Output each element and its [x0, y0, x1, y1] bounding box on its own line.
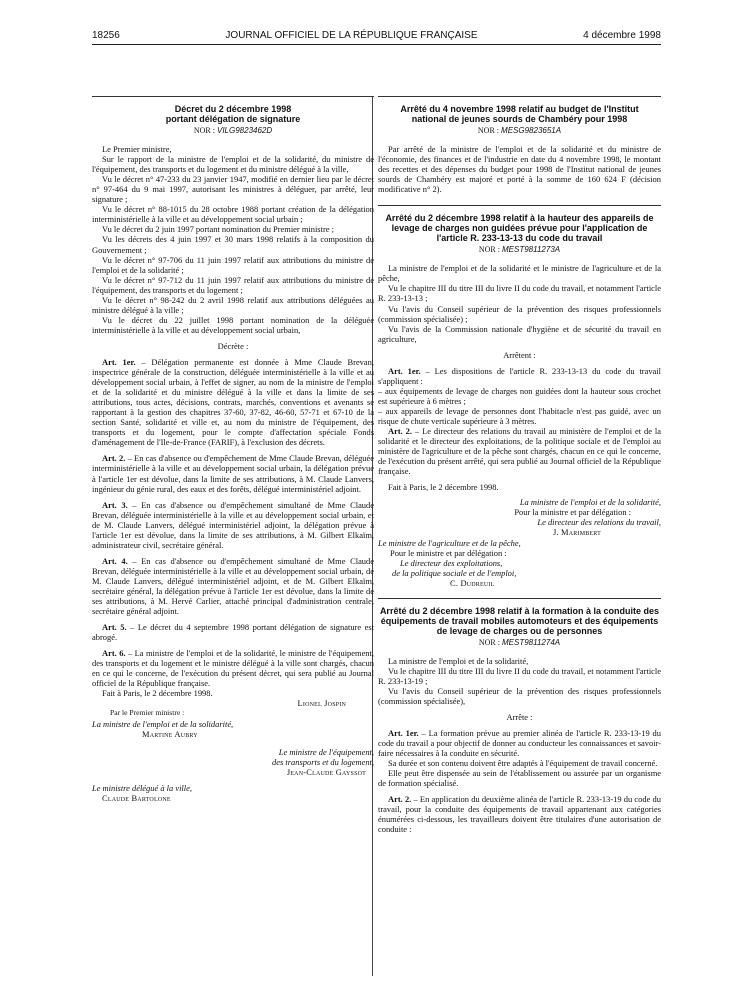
- article-2: Art. 2. – En application du deuxième alinéa de l'article R. 233-13-19 du code du travail, pour la conduite des équipements de travail appartenant aux catégories énumérées ci-dessous, les travailleurs doivent être titulaires d'une autorisation de conduite :: [378, 794, 661, 835]
- preamble-paragraph: Vu le décret n° 97-712 du 11 juin 1997 relatif aux attributions du ministre de l'équipement, des transports et du logement ;: [92, 274, 374, 295]
- article-5: Art. 5. – Le décret du 4 septembre 1998 portant délégation de signature est abrogé.: [92, 622, 374, 643]
- fait-line: Fait à Paris, le 2 décembre 1998.: [388, 482, 499, 493]
- header-rule: [92, 44, 661, 45]
- arrete-levage-title: Arrêté du 2 décembre 1998 relatif à la hauteur des appareils de levage de charges non guidées prévue pour l'application de l'article R. 233-13-13 du code du travail: [385, 213, 654, 244]
- preamble-paragraph: Vu les décrets des 4 juin 1997 et 30 mars 1998 relatifs à la composition du Gouvernement ;: [92, 234, 374, 255]
- preamble-paragraph: Vu le décret du 22 juillet 1998 portant nomination de la déléguée interministérielle à la ville et au développement social urbain,: [92, 314, 374, 335]
- signatory-name: Jean-Claude Gayssot: [286, 766, 366, 777]
- article-4: Art. 4. – En cas d'absence ou d'empêchement simultané de Mme Claude Brevan, déléguée interministérielle à la ville et au développement social urbain, de M. Claude Lanvers, délégué interministériel adjoint, et de M. Gilbert Elkaïm, secrétaire général, la délégation prévue à l'article 1er est dévolue, dans la limite de ses attributions, à M. Hervé Carlier, attaché principal d'administration centrale, secrétaire général adjoint.: [92, 555, 374, 617]
- arrete-formation-nor: NOR : MEST9811274A: [478, 637, 561, 647]
- signatory-role: La ministre de l'emploi et de la solidarité,: [519, 497, 661, 508]
- preamble-paragraph: Vu le décret n° 88-1015 du 28 octobre 1988 portant création de la délégation interministérielle à la ville et au développement social urbain ;: [92, 204, 374, 225]
- journal-title: JOURNAL OFFICIEL DE LA RÉPUBLIQUE FRANÇAISE: [225, 30, 478, 41]
- arrete-heading: Arrête :: [506, 712, 533, 723]
- arrete-budget-title: Arrêté du 4 novembre 1998 relatif au budget de l'Institut national de jeunes sourds de Chambéry pour 1998: [400, 104, 639, 124]
- signatory-name: C. Dudreuil: [450, 577, 495, 588]
- decree-title: Décret du 2 décembre 1998 portant délégation de signature: [165, 104, 301, 124]
- article-1: Art. 1er. – La formation prévue au premier alinéa de l'article R. 233-13-19 du code du travail a pour objectif de donner au conducteur les connaissances et savoir-faire nécessaires à la conduite en sécurité.: [378, 728, 661, 759]
- fait-line: Fait à Paris, le 2 décembre 1998.: [102, 688, 213, 699]
- arrete-budget-nor: NOR : MESG9823651A: [477, 126, 562, 135]
- preamble-paragraph: Vu le chapitre III du titre III du livre II du code du travail, et notamment l'article R. 233-13-13 ;: [378, 283, 661, 304]
- list-item: – aux appareils de levage de personnes dont l'habitacle n'est pas guidé, avec un risque de chute verticale supérieure à 3 mètres.: [378, 405, 661, 426]
- signatory-name: J. Marimbert: [552, 527, 601, 538]
- signatory-role: Le directeur des exploitations,: [400, 557, 503, 568]
- signatory-role: Le ministre de l'équipement,: [278, 746, 374, 757]
- decrete-heading: Décrète :: [217, 340, 249, 351]
- signatory-role: des transports et du logement,: [272, 756, 374, 767]
- arretent-heading: Arrêtent :: [503, 349, 536, 360]
- page-number: 18256: [92, 30, 120, 41]
- paragraph: Elle peut être dispensée au sein de l'établissement ou assurée par un organisme de formation spécialisé.: [378, 768, 661, 789]
- left-column: [92, 96, 374, 803]
- preamble-paragraph: Vu l'avis de la Commission nationale d'hygiène et de sécurité du travail en agriculture,: [378, 323, 661, 344]
- preamble-paragraph: Vu le décret n° 47-233 du 23 janvier 1947, modifié en dernier lieu par le décret n° 97-464 du 9 mai 1997, autorisant les ministres à déléguer, par arrêté, leur signature ;: [92, 174, 374, 205]
- preamble-paragraph: Le Premier ministre,: [102, 144, 172, 155]
- article-1: Art. 1er. – Délégation permanente est donnée à Mme Claude Brevan, inspectrice générale de la construction, déléguée interministérielle à la ville et au développement social urbain, à l'effet de signer, au nom de la ministre de l'emploi et de la solidarité et du ministre délégué à la ville et dans la limite de ses attributions, tous actes, décisions, contrats, marchés, conventions et avenants se rapportant à la gestion des chapitres 37-60, 37-82, 46-60, 57-71 et 67-10 de la section Santé, solidarité et ville et, au nom du ministre de l'équipement, des transports et du logement, pour le compte d'affectation spéciale Fonds d'aménagement de l'Ile-de-France (FARIF), à l'exclusion des décrets.: [92, 356, 374, 448]
- paragraph: Sa durée et son contenu doivent être adaptés à l'équipement de travail concerné.: [388, 758, 658, 769]
- article-6: Art. 6. – La ministre de l'emploi et de la solidarité, le ministre de l'équipement, des transports et du logement et le ministre délégué à la ville sont chargés, chacun en ce qui le concerne, de l'exécution du présent décret, qui sera publié au Journal officiel de la République française.: [92, 648, 374, 689]
- arrete-levage-nor: NOR : MEST9811273A: [478, 245, 561, 255]
- signatory-role: Le ministre de l'agriculture et de la pêche,: [378, 537, 521, 548]
- preamble-paragraph: Vu le décret du 2 juin 1997 portant nomination du Premier ministre ;: [102, 224, 334, 235]
- right-column: [378, 96, 661, 835]
- par-premier-ministre: Par le Premier ministre :: [110, 708, 185, 718]
- preamble-paragraph: Vu l'avis du Conseil supérieur de la prévention des risques professionnels (commission spécialisée) ;: [378, 303, 661, 324]
- signatory-role: La ministre de l'emploi et de la solidarité,: [92, 718, 234, 729]
- signatory-delegation: Pour la ministre et par délégation :: [514, 507, 631, 518]
- preamble-paragraph: Vu le chapitre III du titre III du livre II du code du travail, et notamment l'article R. 233-13-19 ;: [378, 665, 661, 686]
- decree-preamble: [92, 144, 374, 335]
- preamble-paragraph: Vu l'avis du Conseil supérieur de la prévention des risques professionnels (commission spécialisée),: [378, 685, 661, 706]
- arrete-budget-body: Par arrêté de la ministre de l'emploi et de la solidarité et du ministre de l'économie, des finances et de l'industrie en date du 4 novembre 1998, le montant des recettes et des dépenses du budget pour 1998 de l'Institut national de jeunes sourds de Chambéry est majoré et porté à la somme de 160 624 F (décision modificative n° 2).: [378, 144, 661, 195]
- list-item: – aux équipements de levage de charges non guidées dont la hauteur sous crochet est supérieure à 6 mètres ;: [378, 385, 661, 406]
- signatory-name: Martine Aubry: [142, 728, 198, 739]
- preamble-paragraph: La ministre de l'emploi et de la solidarité,: [388, 655, 529, 666]
- preamble-paragraph: Vu le décret n° 97-706 du 11 juin 1997 relatif aux attributions du ministre de l'emploi et de la solidarité ;: [92, 254, 374, 275]
- article-1: Art. 1er. – Les dispositions de l'article R. 233-13-13 du code du travail s'appliquent :: [378, 365, 661, 386]
- preamble-paragraph: La ministre de l'emploi et de la solidarité et le ministre de l'agriculture et de la pêche,: [378, 263, 661, 284]
- article-2: Art. 2. – Le directeur des relations du travail au ministère de l'emploi et de la solidarité et le directeur des exploitations, de la politique sociale et de l'emploi au ministère de l'agriculture et de la pêche sont chargés, chacun en ce qui le concerne, de l'exécution du présent arrêté, qui sera publié au Journal officiel de la République française.: [378, 426, 662, 477]
- issue-date: 4 décembre 1998: [583, 30, 661, 41]
- signatory-role: de la politique sociale et de l'emploi,: [392, 567, 517, 578]
- preamble-paragraph: Sur le rapport de la ministre de l'emploi et de la solidarité, du ministre de l'équipement, des transports et du logement et du ministre délégué à la ville,: [92, 154, 374, 175]
- signature-premier-ministre: Lionel Jospin: [297, 698, 346, 709]
- signatory-role: Le ministre délégué à la ville,: [92, 782, 192, 793]
- signatory-role: Le directeur des relations du travail,: [537, 517, 661, 528]
- preamble-paragraph: Vu le décret n° 98-242 du 2 avril 1998 relatif aux attributions déléguées au ministre délégué à la ville ;: [92, 294, 374, 315]
- signatory-delegation: Pour le ministre et par délégation :: [390, 547, 507, 558]
- article-2: Art. 2. – En cas d'absence ou d'empêchement de Mme Claude Brevan, déléguée interministérielle à la ville et au développement social urbain, la délégation prévue à l'article 1er est dévolue, dans la limite de ses attributions, à M. Claude Lanvers, ingénieur du génie rural, des eaux et des forêts, délégué interministériel adjoint.: [92, 453, 374, 494]
- article-3: Art. 3. – En cas d'absence ou d'empêchement simultané de Mme Claude Brevan, déléguée interministérielle à la ville et au développement social urbain, et de M. Claude Lanvers, délégué interministériel adjoint, la délégation prévue à l'article 1er est dévolue, dans la limite de ses attributions, à M. Gilbert Elkaïm, administrateur civil, secrétaire général.: [92, 499, 374, 550]
- signatory-name: Claude Bartolone: [102, 792, 171, 803]
- decree-nor: NOR : VILG9823462D: [193, 126, 273, 135]
- arrete-formation-title: Arrêté du 2 décembre 1998 relatif à la formation à la conduite des équipements de travail mobiles automoteurs et des équipements de levage de charges ou de personnes: [379, 605, 660, 636]
